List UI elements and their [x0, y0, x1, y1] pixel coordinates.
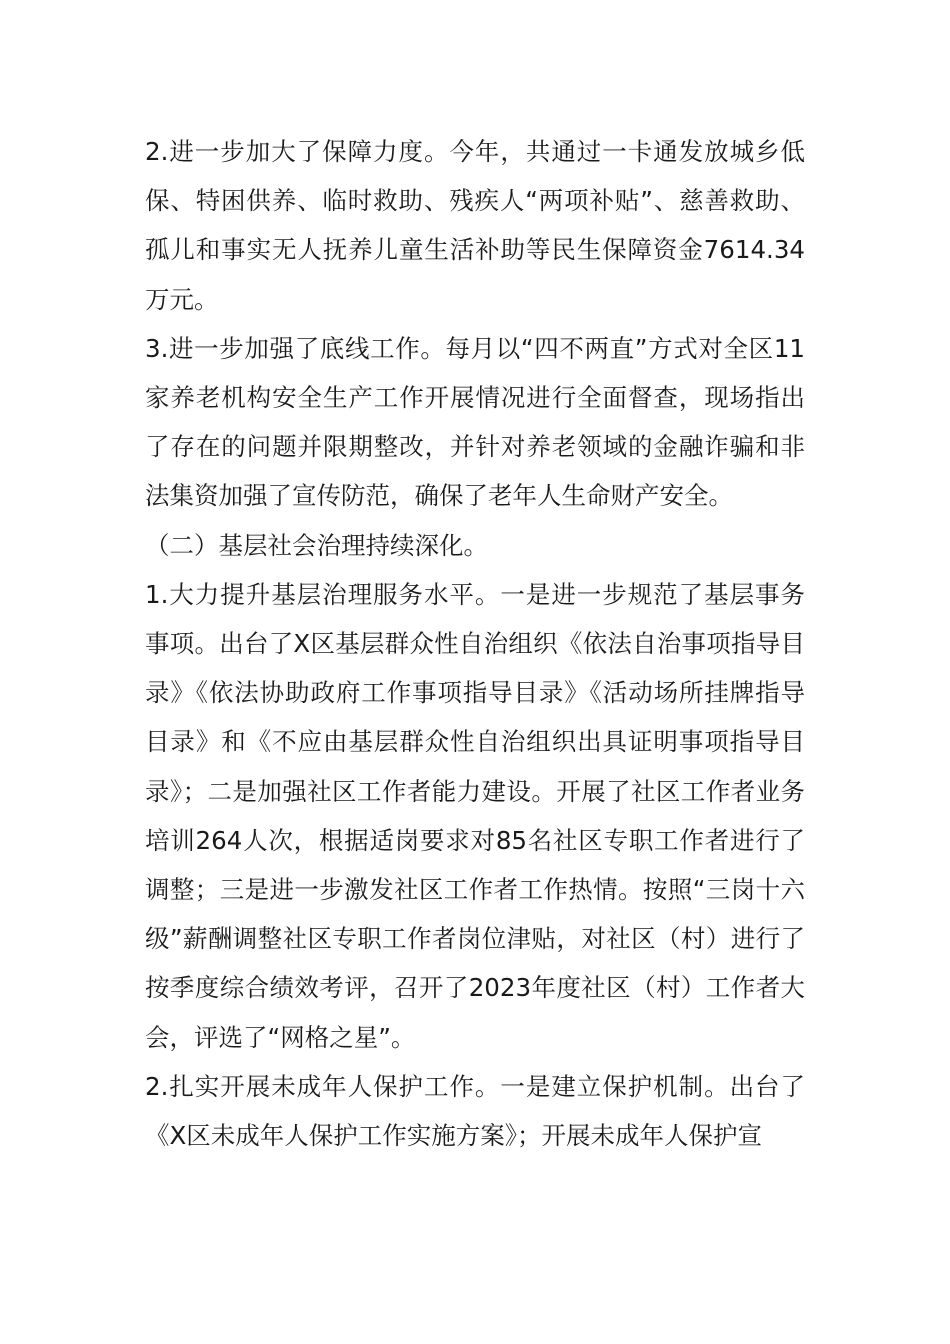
- document-page: [145, 127, 805, 1160]
- paragraph-bottom-line-work: 3.进一步加强了底线工作。每月以“四不两直”方式对全区11家养老机构安全生产工作开展情况进行全面督查，现场指出了存在的问题并限期整改，并针对养老领域的金融诈骗和非法集资加强了宣传防范，确保了老年人生命财产安全。: [145, 333, 805, 511]
- paragraph-grassroots-service: 1.大力提升基层治理服务水平。一是进一步规范了基层事务事项。出台了X区基层群众性自治组织《依法自治事项指导目录》《依法协助政府工作事项指导目录》《活动场所挂牌指导目录》和《不应由基层群众性自治组织出具证明事项指导目录》；二是加强社区工作者能力建设。开展了社区工作者业务培训264人次，根据适岗要求对85名社区专职工作者进行了调整；三是进一步激发社区工作者工作热情。按照“三岗十六级”薪酬调整社区专职工作者岗位津贴，对社区（村）进行了按季度综合绩效考评，召开了2023年度社区（村）工作者大会，评选了“网格之星”。: [145, 579, 805, 1052]
- paragraph-minor-protection: 2.扎实开展未成年人保护工作。一是建立保护机制。出台了《X区未成年人保护工作实施方案》；开展未成年人保护宣: [145, 1071, 805, 1151]
- paragraph-guarantee-strength: 2.进一步加大了保障力度。今年，共通过一卡通发放城乡低保、特困供养、临时救助、残疾人“两项补贴”、慈善救助、孤儿和事实无人抚养儿童生活补助等民生保障资金7614.34万元。: [145, 137, 805, 314]
- section-heading-grassroots-governance: （二）基层社会治理持续深化。: [145, 530, 488, 560]
